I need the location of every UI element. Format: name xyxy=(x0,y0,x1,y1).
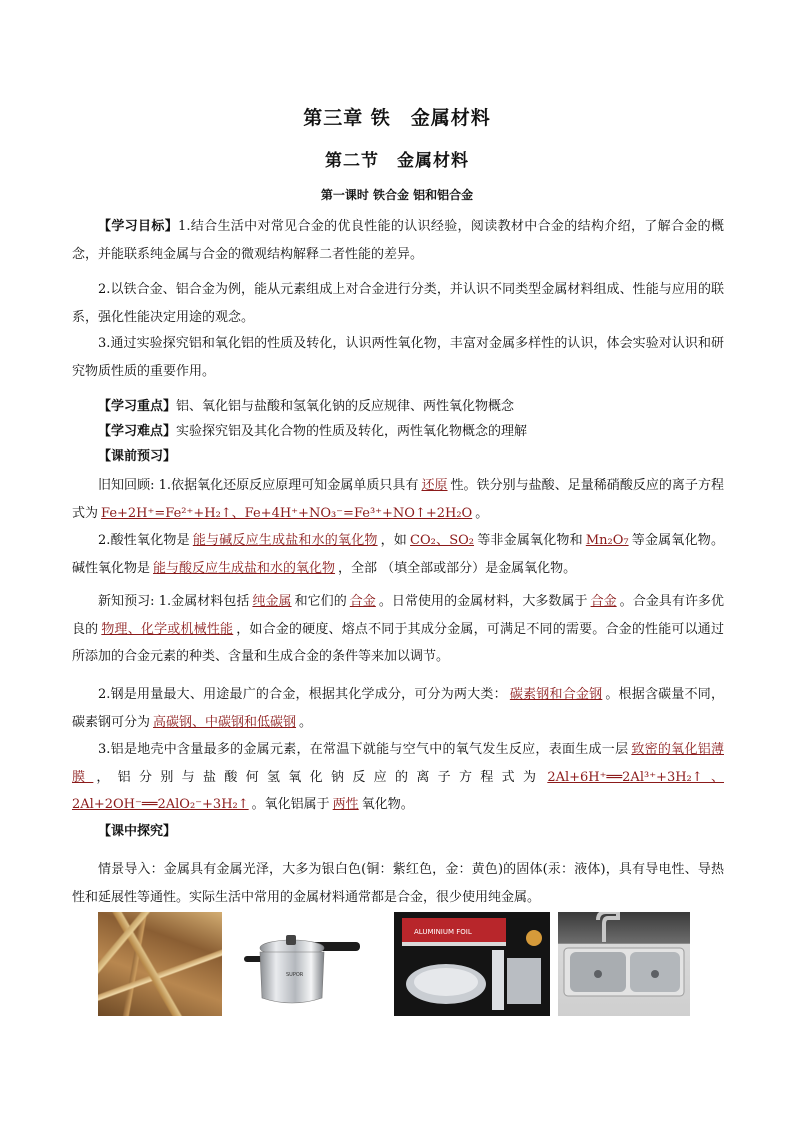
scene-intro: 情景导入：金属具有金属光泽，大多为银白色(铜：紫红色，金：黄色)的固体(汞：液体)，具有导电性、导热性和延展性等通性。实际生活中常用的金属材料通常都是合金，很少使用纯金属。 xyxy=(72,862,724,905)
steel-sink-photo xyxy=(558,912,690,1016)
answer-carbon-steels: 高碳钢、中碳钢和低碳钢 xyxy=(153,714,297,730)
answer-amphoteric: 两性 xyxy=(332,797,359,812)
answer-properties: 物理、化学或机械性能 xyxy=(101,621,234,637)
oxide-paragraph: 2.酸性氧化物是 能与碱反应生成盐和水的氧化物 ，如 CO₂、SO₂ 等非金属氧化物和 Mn₂O₇ 等金属氧化物。碱性氧化物是 能与酸反应生成盐和水的氧化物 ，全部 （填全部或部分）是金属氧化物。 xyxy=(72,533,724,576)
new-knowledge-paragraph: 新知预习: 1.金属材料包括 纯金属 和它们的 合金 。日常使用的金属材料，大多数属于 合金 。合金具有许多优良的 物理、化学或机械性能 ，如合金的硬度、熔点不同于其成分金属，可满足不同的需要。合金的性能可以通过所添加的合金元素的种类、含量和生成合金的条件等来加以调节。 xyxy=(72,594,724,664)
alloy-photos xyxy=(98,912,690,1016)
key-points: 【学习重点】铝、氧化铝与盐酸和氢氧化钠的反应规律、两性氧化物概念 xyxy=(98,399,515,414)
sink-icon xyxy=(558,912,690,1016)
answer-iron-equations: Fe+2H⁺=Fe²⁺+H₂↑、Fe+4H⁺+NO₃⁻=Fe³⁺+NO↑+2H₂O xyxy=(101,505,473,521)
steel-paragraph: 2.钢是用量最大、用途最广的合金，根据其化学成分，可分为两大类： 碳素钢和合金钢 。根据含碳量不同，碳素钢可分为 高碳钢、中碳钢和低碳钢 。 xyxy=(72,687,724,730)
pressure-cooker-photo xyxy=(242,912,362,1016)
metal-scraps-photo xyxy=(98,912,222,1016)
chapter-title: 第三章 铁 金属材料 xyxy=(303,107,491,129)
objectives-item-3: 3.通过实验探究铝和氧化铝的性质及转化，认识两性氧化物，丰富对金属多样性的认识，体会实验对认识和研究物质性质的重要作用。 xyxy=(72,336,724,379)
svg-text:ALUMINIUM FOIL: ALUMINIUM FOIL xyxy=(414,928,472,936)
answer-basic-oxide-def: 能与酸反应生成盐和水的氧化物 xyxy=(153,560,336,576)
answer-aluminium-equations: 2Al+6H⁺══2Al³⁺+3H₂↑、2Al+2OH⁻══2AlO₂⁻+3H₂↑ xyxy=(72,769,724,812)
answer-metal-oxide: Mn₂O₇ xyxy=(585,533,629,548)
difficulties: 【学习难点】实验探究铝及其化合物的性质及转化，两性氧化物概念的理解 xyxy=(98,424,528,439)
objectives-item-2: 2.以铁合金、铝合金为例，能从元素组成上对合金进行分类，并认识不同类型金属材料组成、性能与应用的联系，强化性能决定用途的观念。 xyxy=(72,282,724,325)
aluminium-paragraph: 3.铝是地壳中含量最多的金属元素，在常温下就能与空气中的氧气发生反应，表面生成一层 致密的氧化铝薄膜 ，铝分别与盐酸何氢氧化钠反应的离子方程式为 2Al+6H⁺══2Al³⁺+3H₂↑、2Al+2OH⁻══2AlO₂⁻+3H₂↑ 。氧化铝属于 两性 氧化物。 xyxy=(72,742,724,812)
answer-steel-types: 碳素钢和合金钢 xyxy=(509,687,603,702)
answer-alloy-1: 合金 xyxy=(349,594,376,609)
svg-text:SUPOR: SUPOR xyxy=(286,972,304,978)
key-points-label: 【学习重点】 xyxy=(98,399,177,414)
aluminium-foil-photo xyxy=(394,912,550,1016)
foil-package-icon xyxy=(394,912,550,1016)
answer-oxide-film: 致密的氧化铝薄膜 xyxy=(72,742,724,785)
inquiry-label: 【课中探究】 xyxy=(98,824,177,839)
lesson-title: 第一课时 铁合金 铝和铝合金 xyxy=(320,188,474,202)
answer-reducing: 还原 xyxy=(421,478,448,493)
answer-nonmetal-oxides: CO₂、SO₂ xyxy=(410,533,475,548)
objectives-item-1: 【学习目标】1.结合生活中对常见合金的优良性能的认识经验，阅读教材中合金的结构介绍，了解合金的概念，并能联系纯金属与合金的微观结构解释二者性能的差异。 xyxy=(72,219,724,262)
preview-label: 【课前预习】 xyxy=(98,449,177,464)
answer-acidic-oxide-def: 能与碱反应生成盐和水的氧化物 xyxy=(192,533,378,548)
section-title: 第二节 金属材料 xyxy=(325,151,469,171)
review-paragraph: 旧知回顾: 1.依据氧化还原反应原理可知金属单质只具有 还原 性。铁分别与盐酸、足量稀硝酸反应的离子方程式为 Fe+2H⁺=Fe²⁺+H₂↑、Fe+4H⁺+NO₃⁻=Fe³⁺+NO↑+2H₂O 。 xyxy=(72,478,724,521)
pressure-cooker-icon xyxy=(242,912,362,1016)
difficulties-label: 【学习难点】 xyxy=(98,424,177,439)
objectives-label: 【学习目标】 xyxy=(98,219,179,234)
answer-pure-metal: 纯金属 xyxy=(252,594,292,609)
answer-alloy-2: 合金 xyxy=(590,594,617,609)
